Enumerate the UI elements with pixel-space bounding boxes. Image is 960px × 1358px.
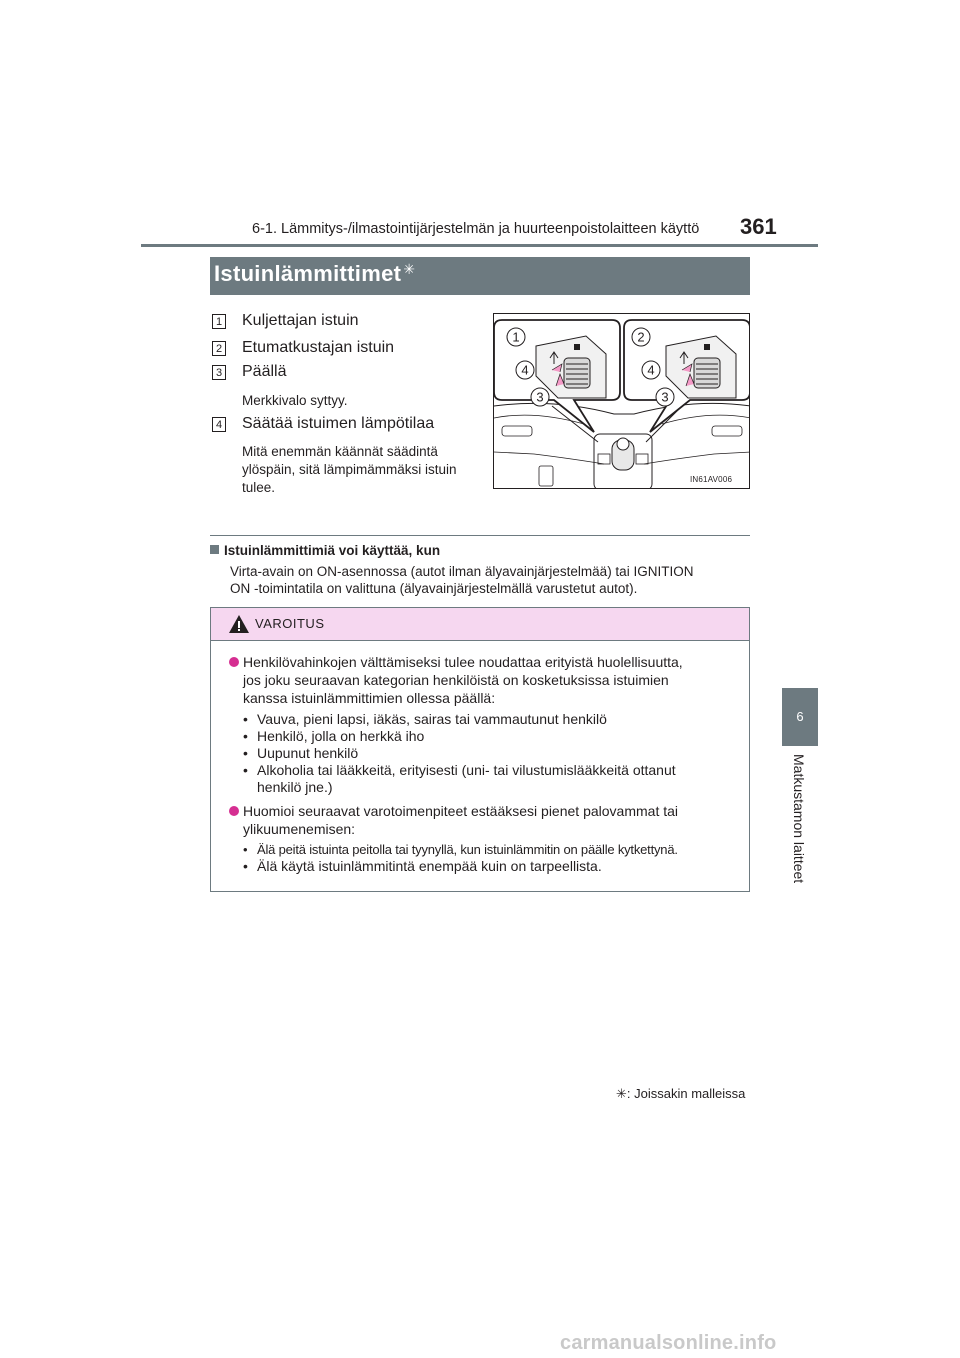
- list-item-note: [242, 443, 478, 497]
- list-item-label: Etumatkustajan istuin: [242, 339, 395, 356]
- warning-sub-item: • Älä käytä istuinlämmitintä enempää kuin on tarpeellista.: [243, 858, 741, 875]
- warning-sub-item: • Henkilö, jolla on herkkä iho: [243, 728, 741, 745]
- list-item: [212, 339, 395, 357]
- info-heading-text: Istuinlämmittimiä voi käyttää, kun: [224, 543, 441, 558]
- warning-sub-item: • Uupunut henkilö: [243, 745, 741, 762]
- callout-2: 2: [637, 329, 645, 345]
- callout-3-left: 3: [536, 389, 544, 405]
- warning-bullet: [229, 653, 741, 707]
- chapter-title-text: Matkustamon laitteet: [791, 754, 807, 884]
- callout-number-badge: 4: [212, 417, 226, 432]
- page-title: [214, 261, 415, 287]
- warning-sub-text: Henkilö, jolla on herkkä iho: [257, 728, 425, 744]
- section-title: 6-1. Lämmitys-/ilmastointijärjestelmän ja huurteenpoistolaitteen käyttö: [252, 221, 700, 237]
- list-item-label: Päällä: [242, 363, 287, 380]
- warning-label: VAROITUS: [255, 616, 325, 631]
- warning-box: [210, 607, 750, 892]
- warning-sub-text: Älä peitä istuinta peitolla tai tyynyllä, kun istuinlämmitin on päälle kytkettynä.: [257, 842, 678, 857]
- info-heading: [210, 543, 440, 558]
- warning-line: Huomioi seuraavat varotoimenpiteet estääksesi pienet palovammat tai: [243, 803, 679, 819]
- title-bar: [210, 257, 750, 295]
- callout-number-badge: 3: [212, 365, 226, 380]
- footnote-text: : Joissakin malleissa: [626, 1086, 746, 1101]
- square-bullet-icon: [210, 545, 219, 554]
- warning-sub-line: henkilö jne.): [257, 779, 333, 795]
- callout-number-badge: 1: [212, 314, 226, 329]
- warning-sub-item: • Älä peitä istuinta peitolla tai tyynyllä, kun istuinlämmitin on päälle kytkettynä.: [243, 841, 741, 858]
- chapter-title: [782, 754, 818, 904]
- divider: [210, 535, 750, 536]
- note-line: ylöspäin, sitä lämpimämmäksi istuin: [242, 462, 457, 477]
- bullet-dot-icon: [229, 806, 239, 816]
- info-line: Virta-avain on ON-asennossa (autot ilman älyavainjärjestelmää) tai IGNITION: [230, 564, 694, 579]
- warning-sub-text: Uupunut henkilö: [257, 745, 359, 761]
- list-item-label: Säätää istuimen lämpötilaa: [242, 415, 435, 432]
- info-body: [230, 563, 748, 597]
- footnote: [616, 1086, 745, 1102]
- watermark: carmanualsonline.info: [560, 1332, 777, 1354]
- warning-bullet-text: [243, 653, 741, 707]
- page-number: 361: [740, 214, 777, 239]
- dashboard-illustration: [494, 314, 750, 489]
- warning-sub-line: Alkoholia tai lääkkeitä, erityisesti (uni- tai vilustumislääkkeitä ottanut: [257, 762, 676, 778]
- note-line: Mitä enemmän käännät säädintä: [242, 444, 438, 459]
- warning-triangle-icon: [228, 614, 250, 634]
- bullet-dot-icon: [229, 657, 239, 667]
- callout-1: 1: [512, 329, 520, 345]
- chapter-tab[interactable]: 6: [782, 688, 818, 746]
- warning-line: ylikuumenemisen:: [243, 821, 356, 837]
- info-line: ON -toimintatila on valittuna (älyavainjärjestelmällä varustetut autot).: [230, 581, 638, 596]
- warning-header: [211, 608, 749, 641]
- warning-bullet: [229, 802, 741, 838]
- callout-4-right: 4: [647, 362, 655, 378]
- warning-sub-text: Vauva, pieni lapsi, iäkäs, sairas tai vammautunut henkilö: [257, 711, 607, 727]
- list-item-note: Merkkivalo syttyy.: [242, 393, 348, 408]
- callout-3-right: 3: [661, 389, 669, 405]
- warning-sub-item: • Alkoholia tai lääkkeitä, erityisesti (uni- tai vilustumislääkkeitä ottanut henkilö jne.): [243, 762, 741, 796]
- figure-code: IN61AV006: [690, 475, 733, 484]
- list-item-label: Kuljettajan istuin: [242, 312, 359, 329]
- warning-sub-text: Älä käytä istuinlämmitintä enempää kuin on tarpeellista.: [257, 858, 602, 874]
- page-title-text: Istuinlämmittimet: [214, 261, 402, 286]
- asterisk-icon: ✳: [403, 261, 416, 277]
- warning-sub-text: [257, 762, 741, 796]
- callout-number-badge: 2: [212, 341, 226, 356]
- warning-bullet-text: [243, 802, 741, 838]
- callout-4-left: 4: [521, 362, 529, 378]
- note-line: tulee.: [242, 480, 276, 495]
- list-item: [212, 415, 435, 433]
- list-item: [212, 363, 287, 381]
- warning-line: Henkilövahinkojen välttämiseksi tulee noudattaa erityistä huolellisuutta,: [243, 654, 683, 670]
- list-item: [212, 312, 359, 330]
- seat-heater-illustration: [493, 313, 750, 489]
- warning-line: jos joku seuraavan kategorian henkilöistä on kosketuksissa istuimien: [243, 672, 669, 688]
- warning-line: kanssa istuinlämmittimien ollessa päällä:: [243, 690, 496, 706]
- asterisk-icon: ✳: [616, 1086, 627, 1101]
- header-rule: [141, 244, 818, 247]
- warning-sub-item: • Vauva, pieni lapsi, iäkäs, sairas tai vammautunut henkilö: [243, 711, 741, 728]
